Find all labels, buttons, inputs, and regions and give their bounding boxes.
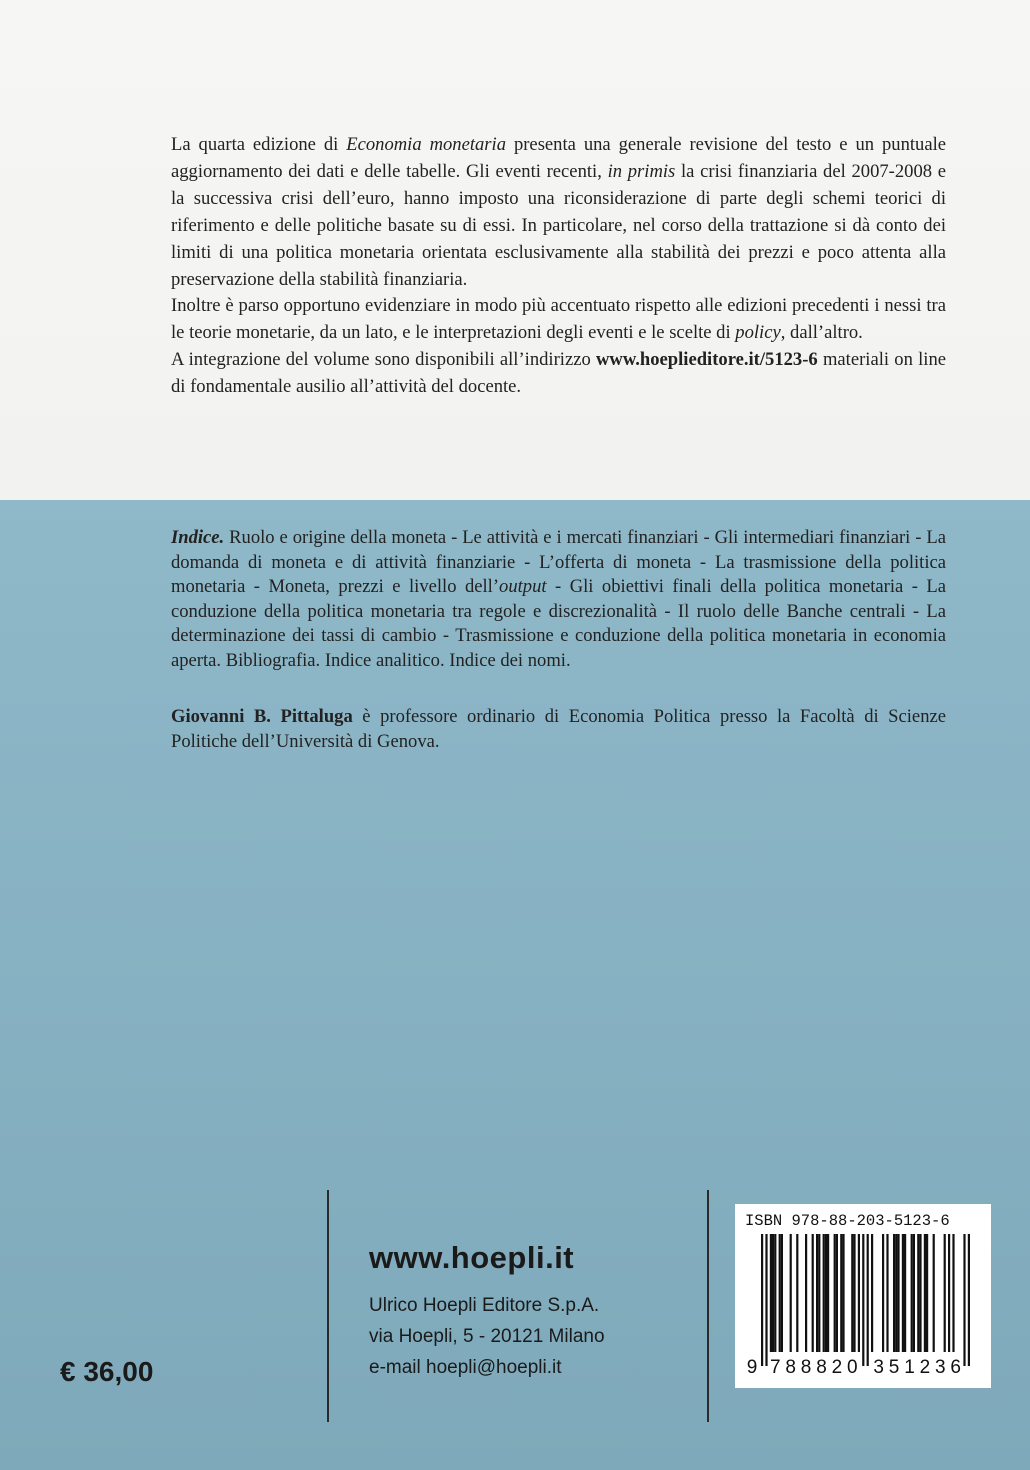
barcode-bar [774, 1234, 776, 1352]
barcode-digit: 2 [919, 1357, 931, 1378]
author-name: Giovanni B. Pittaluga [171, 706, 353, 727]
barcode-digit: 1 [904, 1357, 915, 1378]
barcode-bar [781, 1234, 783, 1352]
barcode-bar [765, 1234, 767, 1366]
indice-label: Indice. [171, 527, 225, 548]
right-divider [707, 1190, 709, 1422]
barcode-bar [823, 1234, 825, 1352]
barcode-bar [812, 1234, 814, 1352]
policy-italic: policy [735, 322, 781, 344]
output-italic: output [499, 576, 547, 597]
online-materials-url: www.hoeplieditore.it/5123-6 [595, 349, 818, 371]
publisher-address: via Hoepli, 5 - 20121 Milano [369, 1326, 605, 1347]
barcode-bar [886, 1234, 888, 1352]
barcode-bar [834, 1234, 836, 1352]
description-text: presenta una generale revisione del testo e un puntuale aggiornamento dei dati e delle tabelle. Gli eventi recenti, [171, 134, 947, 182]
barcode-bar [853, 1234, 855, 1352]
barcode-bar [904, 1234, 906, 1352]
barcode-digit: 2 [831, 1357, 843, 1378]
barcode-digit: 7 [770, 1357, 781, 1378]
barcode-bar [933, 1234, 935, 1352]
barcode-bar [851, 1234, 853, 1352]
barcode-bar [796, 1234, 798, 1352]
barcode-bar [827, 1234, 829, 1352]
barcode-bar [770, 1234, 772, 1352]
barcode-bar [919, 1234, 921, 1352]
isbn-barcode-box [735, 1204, 991, 1388]
latin-phrase: in primis [607, 160, 676, 182]
publisher-name: Ulrico Hoepli Editore S.p.A. [369, 1295, 600, 1316]
barcode-bar [867, 1234, 869, 1366]
barcode-graphic [741, 1234, 985, 1384]
indice-text: Ruolo e origine della moneta - Le attività e i mercati finanziari - Gli intermediari finanziari - La domanda di moneta e di attività finanziarie - L’offerta di moneta - La trasmissione della politica monetaria - Moneta, prezzi e livello dell’ [171, 527, 946, 597]
barcode-digit: 3 [935, 1357, 946, 1378]
publisher-info [369, 1240, 605, 1383]
barcode-bar [816, 1234, 818, 1352]
barcode-bar [871, 1234, 873, 1352]
barcode-bar [761, 1234, 763, 1366]
author-bio [171, 705, 946, 754]
description-paragraph-3 [171, 347, 946, 401]
description-text: materiali on line di fondamentale ausilio all’attività del docente. [171, 349, 946, 398]
barcode-bar [862, 1234, 864, 1366]
barcode-bar [825, 1234, 827, 1352]
barcode-bar [836, 1234, 838, 1352]
description-text: Inoltre è parso opportuno evidenziare in modo più accentuato rispetto alle edizioni precedenti i nessi tra le teorie monetarie, da un lato, e le interpretazioni degli eventi e le scelte di [171, 295, 946, 344]
barcode-digit: 5 [888, 1357, 900, 1378]
barcode-bar [902, 1234, 904, 1352]
barcode-bar [772, 1234, 774, 1352]
barcode-digit: 8 [800, 1357, 812, 1378]
isbn-label: ISBN 978-88-203-5123-6 [745, 1212, 950, 1230]
price-label: € 36,00 [60, 1356, 154, 1387]
description-paragraph-1 [171, 132, 946, 293]
barcode-digit: 8 [785, 1357, 796, 1378]
description-text: , dall’altro. [780, 322, 863, 344]
barcode-bar [948, 1234, 950, 1352]
barcode-bar [805, 1234, 807, 1352]
barcode-bar [858, 1234, 860, 1352]
left-divider [327, 1190, 329, 1422]
barcode-digit: 8 [816, 1357, 827, 1378]
barcode-bar [882, 1234, 884, 1352]
barcode-bar [818, 1234, 820, 1352]
barcode-bar [779, 1234, 781, 1352]
table-of-contents [171, 526, 946, 673]
barcode-digit: 9 [746, 1357, 758, 1378]
author-bio-text: è professore ordinario di Economia Politica presso la Facoltà di Scienze Politiche dell’Università di Genova. [171, 706, 946, 752]
barcode-digit: 3 [873, 1357, 884, 1378]
publisher-email: e-mail hoepli@hoepli.it [369, 1357, 562, 1378]
barcode-bar [895, 1234, 897, 1352]
barcode-bar [926, 1234, 928, 1352]
publisher-website: www.hoepli.it [369, 1240, 575, 1275]
barcode-bar [944, 1234, 946, 1352]
barcode-digit: 6 [950, 1357, 961, 1378]
description-text: A integrazione del volume sono disponibili all’indirizzo [171, 349, 596, 371]
barcode-bar [968, 1234, 970, 1366]
description-text: La quarta edizione di [171, 134, 347, 155]
barcode-bar [893, 1234, 895, 1352]
description-paragraph-2 [171, 293, 946, 347]
barcode-bar [790, 1234, 792, 1352]
barcode-bar [913, 1234, 915, 1352]
barcode-digit: 0 [847, 1357, 858, 1378]
description-block [171, 132, 946, 401]
barcode-bar [911, 1234, 913, 1352]
description-text: la crisi finanziaria del 2007-2008 e la successiva crisi dell’euro, hanno imposto una riconsiderazione di parte degli schemi teorici di riferimento e delle politiche basate su di essi. In particolare, nel corso della trattazione si dà conto dei limiti di una politica monetaria orientata esclusivamente alla stabilità dei prezzi e poco attenta alla preservazione della stabilità finanziaria. [171, 160, 947, 290]
barcode-bar [952, 1234, 954, 1352]
barcode-bar [917, 1234, 919, 1352]
barcode-bar [842, 1234, 844, 1352]
barcode-bar [840, 1234, 842, 1352]
indice-text: - Gli obiettivi finali della politica monetaria - La conduzione della politica monetaria tra regole e discrezionalità - Il ruolo delle Banche centrali - La determinazione dei tassi di cambio - Trasmissione e conduzione della politica monetaria in economia aperta. Bibliografia. Indice analitico. Indice dei nomi. [171, 576, 946, 671]
book-title-italic: Economia monetaria [346, 134, 507, 155]
barcode-bar [924, 1234, 926, 1352]
barcode-bar [963, 1234, 965, 1366]
barcode-bar [897, 1234, 899, 1352]
